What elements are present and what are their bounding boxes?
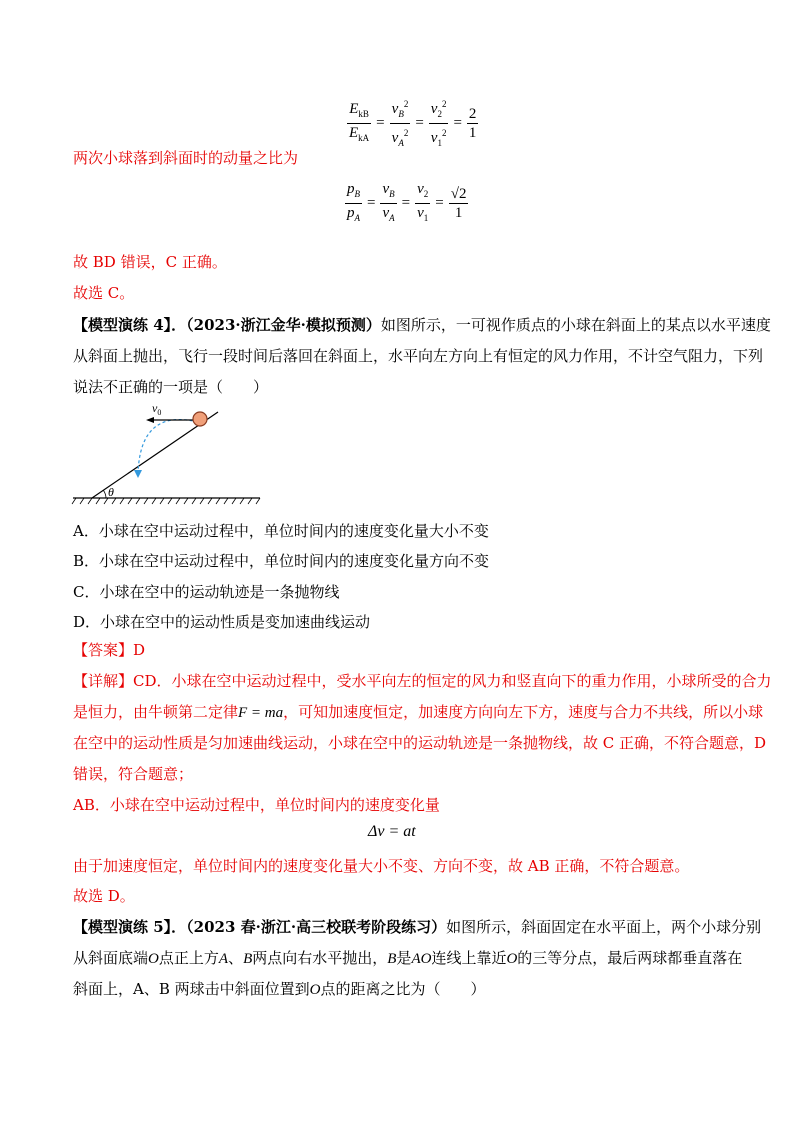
ball-icon [193,412,207,426]
q4-detail-4: 错误，符合题意； [73,765,194,783]
q4-source: ．（2023·浙江金华·模拟预测） [171,316,381,334]
choose-c-line: 故选 C。 [73,284,135,302]
ground-hatch [72,498,260,504]
fraction-vb-va: $\frac{v_B}{v_A}$ [382,181,395,223]
q4-option-d: D．小球在空中的运动性质是变加速曲线运动 [73,613,371,631]
velocity-label: $v_0$ [152,401,162,417]
q4-detail-1: 【详解】CD．小球在空中运动过程中，受水平向左的恒定的风力和竖直向下的重力作用，小球所受的合力 [73,672,772,690]
q4-option-a: A．小球在空中运动过程中，单位时间内的速度变化量大小不变 [73,522,489,540]
q5-source: ．（2023 春·浙江·高三校联考阶段练习） [171,918,447,936]
q4-detail-7: 故选 D。 [73,887,135,905]
q4-text-1: 如图所示，一可视作质点的小球在斜面上的某点以水平速度 [380,316,771,334]
q4-detail-6: 由于加速度恒定，单位时间内的速度变化量大小不变、方向不变，故 AB 正确，不符合题意。 [73,857,690,875]
q4-line-1 [73,315,771,335]
trajectory-arrow-icon [134,470,142,478]
fraction-v22-v12: $\frac{v_2^2}{v_1^2}$ [429,95,449,152]
kinetic-energy-ratio-formula: $\frac{E_{kB}}{E_{kA}}$ = $\frac{v_B^2}{v_A^2}$ = $\frac{v_2^2}{v_1^2}$ = $\frac{2}{1}$ [344,95,481,152]
q4-detail-3: 在空中的运动性质是匀加速曲线运动，小球在空中的运动轨迹是一条抛物线，故 C 正确，不符合题意，D [73,734,767,752]
q5-line-2: 从斜面底端O点正上方A、B两点向右水平抛出，B是AO连线上靠近O的三等分点，最后两球都垂直落在 [73,949,743,967]
bd-wrong-line: 故 BD 错误，C 正确。 [73,253,227,271]
angle-label: θ [108,485,114,499]
q5-line-3: 斜面上，A、B 两球击中斜面位置到O点的距离之比为（ ） [73,980,486,998]
q4-tag: 【模型演练 4】 [73,316,172,334]
q5-tag: 【模型演练 5】 [73,918,172,936]
q4-option-b: B．小球在空中运动过程中，单位时间内的速度变化量方向不变 [73,552,490,570]
q5-line-1 [73,917,761,937]
newton-law-formula: F = ma [238,705,284,721]
angle-arc [104,491,107,499]
fraction-ekb-eka: $\frac{E_{kB}}{E_{kA}}$ [349,101,370,143]
fraction-2-1: $\frac{2}{1}$ [468,106,477,141]
momentum-ratio-line: 两次小球落到斜面时的动量之比为 [73,149,299,167]
q4-line-2: 从斜面上抛出，飞行一段时间后落回在斜面上，水平向左方向上有恒定的风力作用，不计空气阻力，下列 [73,347,764,365]
q4-answer: 【答案】D [73,641,146,659]
q5-text-1: 如图所示，斜面固定在水平面上，两个小球分别 [446,918,762,936]
q4-line-3: 说法不正确的一项是（ ） [73,378,269,396]
velocity-arrow-head-icon [146,417,154,423]
delta-v-formula: Δv = at [368,823,416,840]
momentum-ratio-formula: $\frac{p_B}{p_A}$ = $\frac{v_B}{v_A}$ = $\frac{v_2}{v_1}$ = $\frac{√2}{1}$ [342,180,471,227]
fraction-pb-pa: $\frac{p_B}{p_A}$ [347,181,360,223]
q4-option-c: C．小球在空中的运动轨迹是一条抛物线 [73,583,340,601]
q4-detail-5: AB．小球在空中运动过程中，单位时间内的速度变化量 [73,796,440,814]
fraction-v2-v1: $\frac{v_2}{v_1}$ [417,181,429,223]
fraction-vb2-va2: $\frac{v_B^2}{v_A^2}$ [390,95,411,152]
q4-detail-2: 是恒力，由牛顿第二定律F = ma，可知加速度恒定，加速度方向向左下方，速度与合力不共线，所以小球 [73,703,764,721]
incline-figure [70,398,270,510]
fraction-sqrt2-1: $\frac{√2}{1}$ [450,186,467,221]
